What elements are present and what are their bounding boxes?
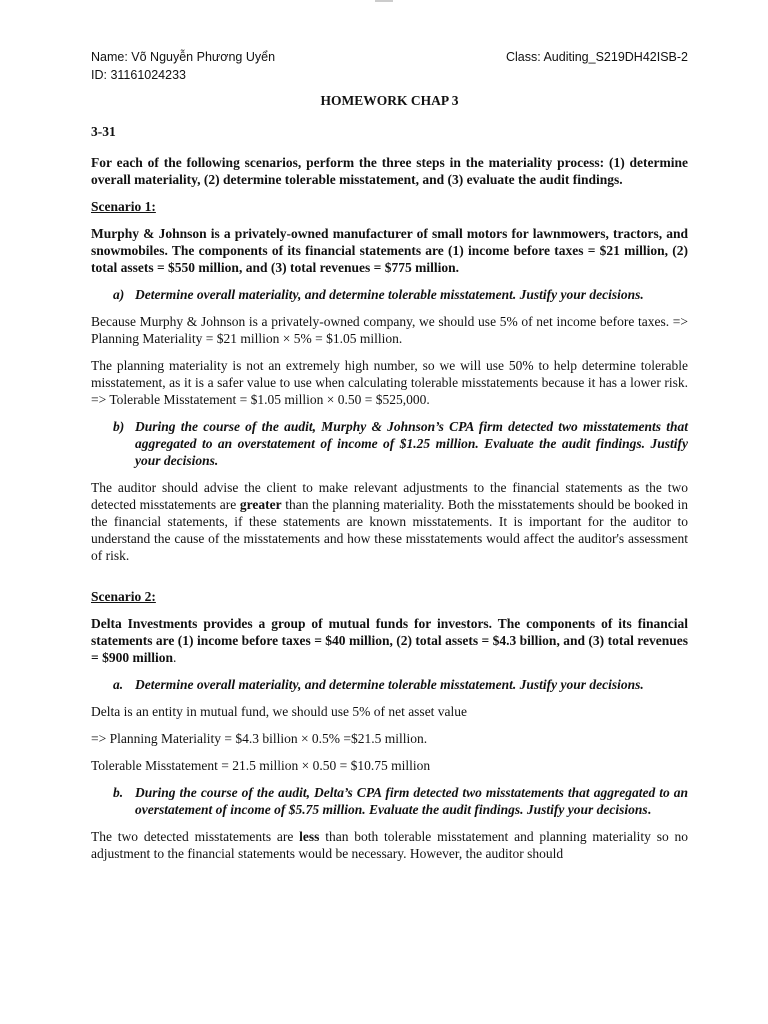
question-text: During the course of the audit, Delta’s CPA firm detected two misstatements that aggregated to an overstatement of income of $5.75 million. Evaluate the audit findings. Justify your decisions bbox=[135, 785, 688, 817]
question-end: . bbox=[647, 802, 652, 817]
class-code: Class: Auditing_S219DH42ISB-2 bbox=[505, 50, 688, 64]
problem-number: 3-31 bbox=[91, 124, 116, 139]
scenario2-answer-1: Delta is an entity in mutual fund, we should use 5% of net asset value bbox=[91, 704, 468, 719]
scenario2-description bbox=[91, 615, 688, 666]
question-label: b) bbox=[113, 419, 125, 434]
page-title: HOMEWORK CHAP 3 bbox=[320, 93, 459, 108]
question-text: Determine overall materiality, and determine tolerable misstatement. Justify your decisions. bbox=[135, 677, 644, 692]
question-text: During the course of the audit, Murphy & Johnson’s CPA firm detected two misstatements that aggregated to an overstatement of income of $1.25 million. Evaluate the audit findings. Justify your decisions. bbox=[135, 419, 688, 468]
scenario1-question-a bbox=[91, 286, 688, 303]
question-label: a. bbox=[113, 677, 124, 692]
scenario2-question-a bbox=[91, 676, 688, 693]
document-body bbox=[91, 92, 688, 872]
student-name: Name: Võ Nguyễn Phương Uyển bbox=[91, 50, 276, 64]
student-header bbox=[91, 48, 688, 84]
scenario1-answer-1: Because Murphy & Johnson is a privately-owned company, we should use 5% of net income before taxes. => Planning Materiality = $21 million × 5% = $1.05 million. bbox=[91, 314, 688, 346]
scenario2-answer-4 bbox=[91, 828, 688, 862]
question-label: b. bbox=[113, 785, 124, 800]
page-top-marker bbox=[375, 0, 393, 2]
scenario2-question-b bbox=[91, 784, 688, 818]
scenario2-answer-2: => Planning Materiality = $4.3 billion × 0.5% =$21.5 million. bbox=[91, 731, 428, 746]
answer-text: The two detected misstatements are bbox=[91, 829, 300, 844]
answer-text: The auditor should advise the client to make relevant adjustments to the financial statements as the two detected misstatements are bbox=[91, 480, 688, 512]
student-id: ID: 31161024233 bbox=[91, 68, 186, 82]
question-text: Determine overall materiality, and determine tolerable misstatement. Justify your decisions. bbox=[135, 287, 644, 302]
problem-intro: For each of the following scenarios, perform the three steps in the materiality process: (1) determine overall materiality, (2) determine tolerable misstatement, and (3) evaluate the audit findings. bbox=[91, 155, 688, 187]
answer-text: than the planning materiality. Both the misstatements should be booked in the financial statements, if these statements are known misstatements. It is important for the auditor to understand the cause of the misstatements and how these misstatements would affect the auditor's assessment of risk. bbox=[91, 497, 688, 563]
description-text: Delta Investments provides a group of mutual funds for investors. The components of its financial statements are (1) income before taxes = $40 million, (2) total assets = $4.3 billion, and (3) total revenues = $900 million bbox=[91, 616, 688, 665]
scenario1-answer-2: The planning materiality is not an extremely high number, so we will use 50% to help determine tolerable misstatement, as it is a safer value to use when calculating tolerable misstatements because it has a lower risk. => Tolerable Misstatement = $1.05 million × 0.50 = $525,000. bbox=[91, 358, 688, 407]
scenario1-description: Murphy & Johnson is a privately-owned manufacturer of small motors for lawnmowers, tractors, and snowmobiles. The components of its financial statements are (1) income before taxes = $21 million, (2) total assets = $550 million, and (3) total revenues = $775 million. bbox=[91, 226, 688, 275]
answer-emphasis: less bbox=[299, 829, 320, 844]
scenario2-heading: Scenario 2: bbox=[91, 589, 156, 604]
scenario2-answer-3: Tolerable Misstatement = 21.5 million × 0.50 = $10.75 million bbox=[91, 758, 431, 773]
question-label: a) bbox=[113, 287, 125, 302]
scenario1-answer-3 bbox=[91, 479, 688, 564]
answer-text: than both tolerable misstatement and planning materiality so no adjustment to the financial statements would be necessary. However, the auditor should bbox=[91, 829, 689, 861]
answer-emphasis: greater bbox=[239, 497, 282, 512]
scenario1-question-b bbox=[91, 418, 688, 469]
description-end: . bbox=[172, 650, 177, 665]
scenario1-heading: Scenario 1: bbox=[91, 199, 156, 214]
